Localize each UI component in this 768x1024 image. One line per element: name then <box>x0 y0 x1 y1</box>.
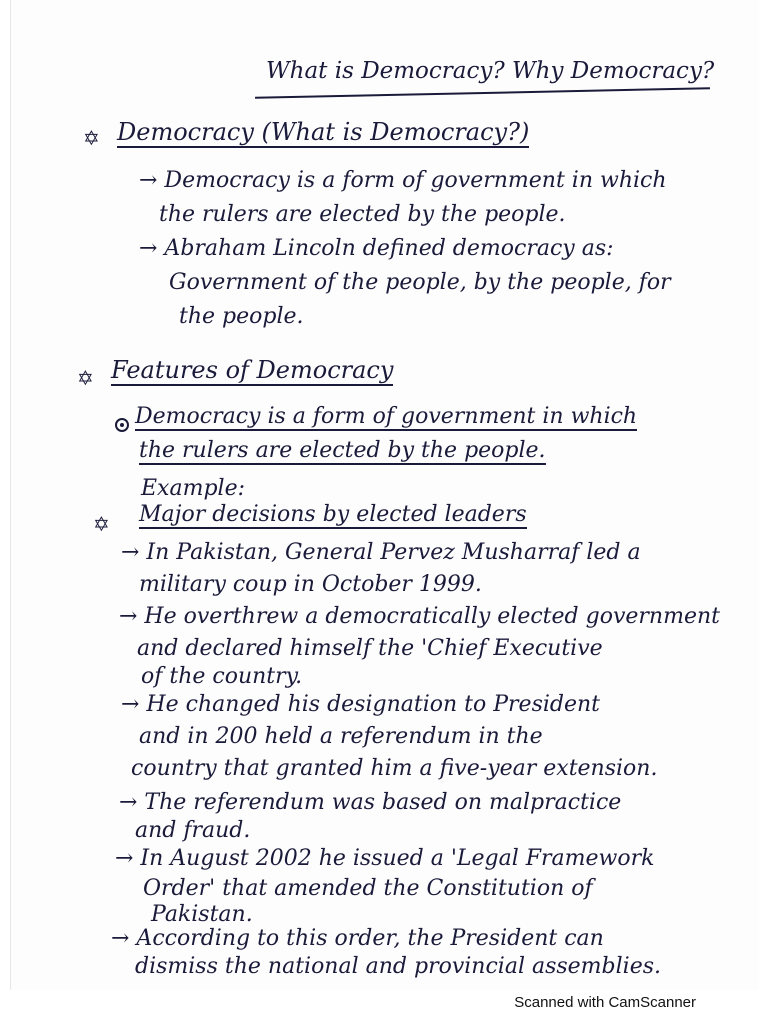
text-line: → In August 2002 he issued a 'Legal Framework <box>115 846 655 871</box>
page-title: What is Democracy? Why Democracy? <box>266 58 715 84</box>
text-line: Pakistan. <box>151 902 253 927</box>
text-line: → He changed his designation to President <box>121 692 601 717</box>
text-line: → He overthrew a democratically elected government <box>119 604 720 629</box>
scanner-watermark: Scanned with CamScanner <box>514 994 696 1011</box>
text-line: country that granted him a five-year extension. <box>131 756 658 781</box>
title-underline <box>255 87 710 99</box>
text-line: Democracy is a form of government in which <box>135 404 638 429</box>
star-bullet-icon: ✡ <box>77 366 94 390</box>
text-line: military coup in October 1999. <box>139 572 482 597</box>
text-line: of the country. <box>141 664 303 689</box>
section-heading: Major decisions by elected leaders <box>139 502 527 527</box>
text-line: and fraud. <box>135 818 251 843</box>
text-line: the people. <box>179 304 304 329</box>
text-line: dismiss the national and provincial assemblies. <box>135 954 662 979</box>
text-line: the rulers are elected by the people. <box>159 202 566 227</box>
section-heading: Features of Democracy <box>111 356 394 384</box>
text-line: → Abraham Lincoln defined democracy as: <box>139 236 614 261</box>
text-line: Example: <box>141 476 245 501</box>
star-bullet-icon: ✡ <box>93 512 110 536</box>
text-line: → Democracy is a form of government in which <box>139 168 667 193</box>
text-line: Government of the people, by the people, for <box>169 270 671 295</box>
text-line: and in 200 held a referendum in the <box>139 724 543 749</box>
text-line: → The referendum was based on malpractice <box>119 790 622 815</box>
circle-bullet-icon <box>115 418 129 432</box>
text-line: → In Pakistan, General Pervez Musharraf led a <box>121 540 641 565</box>
text-line: and declared himself the 'Chief Executive <box>137 636 603 661</box>
text-line: Order' that amended the Constitution of <box>143 876 593 901</box>
text-line: the rulers are elected by the people. <box>139 438 546 463</box>
section-heading: Democracy (What is Democracy?) <box>117 118 530 146</box>
star-bullet-icon: ✡ <box>83 126 100 150</box>
scanner-footer <box>0 990 768 1024</box>
scanned-page <box>10 0 759 990</box>
text-line: → According to this order, the President can <box>111 926 604 951</box>
